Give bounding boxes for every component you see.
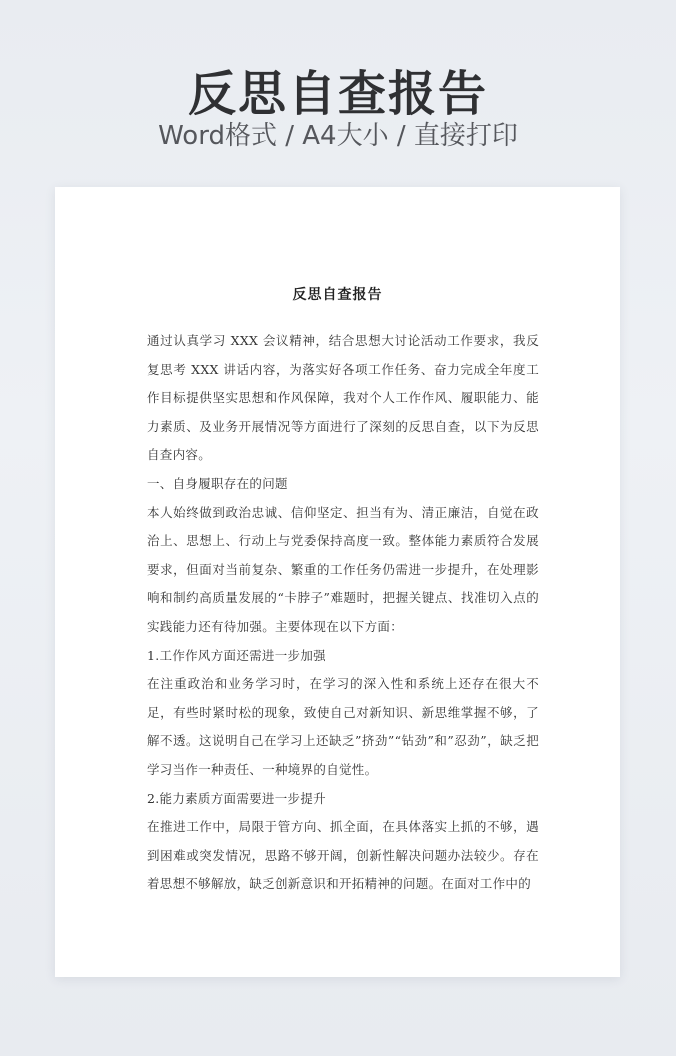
subsection-heading: 2.能力素质方面需要进一步提升	[147, 790, 326, 806]
hero-subtitle: Word格式 / A4大小 / 直接打印	[158, 121, 518, 151]
hero-title: 反思自查报告	[187, 66, 488, 122]
section-heading: 一、自身履职存在的问题	[147, 475, 288, 491]
document-page	[55, 187, 620, 977]
intro-paragraph: 通过认真学习 XXX 会议精神，结合思想大讨论活动工作要求，我反复思考 XXX 讲话内容，为落实好各项工作任务、奋力完成全年度工作目标提供坚实思想和作风保障，我对个人工作作风、履职能力、能力素质、及业务开展情况等方面进行了深刻的反思自查，以下为反思自查内容。	[147, 333, 539, 463]
document-title: 反思自查报告	[292, 287, 383, 303]
subsection-heading: 1.工作作风方面还需进一步加强	[147, 647, 326, 663]
body-paragraph: 本人始终做到政治忠诚、信仰坚定、担当有为、清正廉洁，自觉在政治上、思想上、行动上与党委保持高度一致。整体能力素质符合发展要求，但面对当前复杂、繁重的工作任务仍需进一步提升，在处理影响和制约高质量发展的“卡脖子”难题时，把握关键点、找准切入点的实践能力还有待加强。主要体现在以下方面：	[147, 504, 539, 634]
document-body	[147, 327, 539, 899]
body-paragraph: 在注重政治和业务学习时，在学习的深入性和系统上还存在很大不足，有些时紧时松的现象，致使自己对新知识、新思维掌握不够，了解不透。这说明自己在学习上还缺乏”挤劲”“钻劲”和”忍劲”，缺乏把学习当作一种责任、一种境界的自觉性。	[147, 676, 539, 777]
body-paragraph: 在推进工作中，局限于管方向、抓全面，在具体落实上抓的不够，遇到困难或突发情况，思路不够开阔，创新性解决问题办法较少。存在着思想不够解放，缺乏创新意识和开拓精神的问题。在面对工作中的	[147, 819, 539, 892]
